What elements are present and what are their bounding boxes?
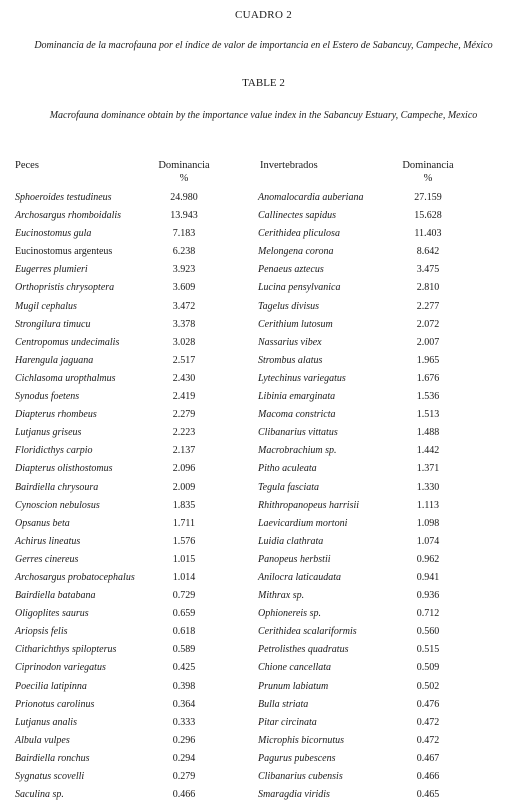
table-row [0,716,527,734]
invertebrate-dominance-value: 0.476 [416,698,440,710]
table-row [0,571,527,589]
table-row [0,680,527,698]
invertebrate-species-name: Libinia emarginata [258,391,336,403]
invertebrate-species-name: Callinectes sapidus [258,210,337,222]
fish-dominance-value: 1.711 [172,517,196,529]
fish-dominance-value: 0.618 [172,626,196,638]
invertebrate-species-name: Petrolisthes quadratus [258,644,349,656]
fish-species-name: Diapterus olisthostomus [15,463,113,475]
invertebrate-species-name: Luidia clathrata [258,535,324,547]
fish-species-name: Opsanus beta [15,517,70,529]
fish-dominance-value: 0.398 [172,680,196,692]
fish-species-name: Archosargus probatocephalus [15,571,135,583]
fish-species-name: Lutjanus analis [15,716,77,728]
table-row [0,643,527,661]
fish-species-name: Sphoeroides testudineus [15,192,112,203]
table-row [0,481,527,499]
fish-dominance-value: 3.028 [172,336,196,348]
fish-dominance-value: 0.279 [172,771,196,782]
fish-dominance-value: 2.419 [172,391,196,403]
fish-species-name: Mugil cephalus [15,300,77,312]
invertebrate-species-name: Laevicardium mortoni [258,517,348,529]
invertebrate-dominance-value: 1.371 [416,463,440,475]
table-row [0,770,527,788]
fish-dominance-value: 2.096 [172,463,196,475]
fish-dominance-value: 2.279 [172,409,196,421]
fish-species-name: Poecilia latipinna [15,680,87,692]
fish-dominance-value: 0.425 [172,662,196,674]
invertebrate-dominance-value: 0.502 [416,680,440,692]
invertebrate-species-name: Macoma constricta [258,409,336,421]
fish-species-name: Harengula jaguana [15,354,94,366]
fish-species-name: Orthopristis chrysoptera [15,282,115,294]
fish-species-name: Oligoplites saurus [15,608,89,620]
table-row [0,426,527,444]
invertebrate-dominance-value: 2.072 [416,318,440,330]
fish-species-name: Diapterus rhombeus [15,409,97,421]
invertebrate-dominance-value: 1.536 [416,391,440,403]
fish-dominance-value: 2.137 [172,445,196,457]
table-row [0,354,527,372]
fish-species-name: Prionotus carolinus [15,698,95,710]
table-row [0,734,527,752]
invertebrate-dominance-value: 27.159 [414,192,442,203]
table-row [0,408,527,426]
fish-species-name: Bairdiella chrysoura [15,481,99,493]
fish-species-name: Bairdiella batabana [15,590,96,602]
invertebrate-species-name: Ophionereis sp. [258,608,321,620]
fish-dominance-value: 1.014 [172,571,196,583]
fish-dominance-value: 2.223 [172,427,196,439]
invertebrate-dominance-value: 2.007 [416,336,440,348]
invertebrate-species-name: Pitar circinata [258,716,317,728]
invertebrate-dominance-value: 0.712 [416,608,440,620]
fish-dominance-value: 0.729 [172,590,196,602]
invertebrate-dominance-value: 0.472 [416,716,440,728]
fish-dominance-value: 0.296 [172,734,196,746]
invertebrate-dominance-value: 1.442 [416,445,440,457]
invertebrate-dominance-value: 1.513 [416,409,440,421]
table-row [0,318,527,336]
invertebrate-species-name: Cerithium lutosum [258,318,333,330]
fish-species-name: Lutjanus griseus [15,427,82,439]
table-row [0,589,527,607]
invertebrate-species-name: Smaragdia viridis [258,789,330,801]
table-row [0,661,527,679]
fish-species-name: Archosargus rhomboidalis [15,210,122,222]
invertebrate-species-name: Strombus alatus [258,354,323,366]
invertebrate-species-name: Nassarius vibex [258,336,322,348]
fish-species-name: Albula vulpes [15,734,70,746]
invertebrate-species-name: Mithrax sp. [258,590,305,602]
invertebrate-dominance-value: 0.941 [416,571,440,583]
column-header-fish-dominance-label: Dominancia [158,160,210,171]
table-row [0,788,527,806]
table-row [0,553,527,571]
fish-species-name: Bairdiella ronchus [15,752,90,764]
table-row [0,462,527,480]
invertebrate-species-name: Lucina pensylvanica [258,282,341,294]
invertebrate-species-name: Bulla striata [258,698,309,710]
invertebrate-species-name: Melongena corona [258,246,334,258]
invertebrate-dominance-value: 0.560 [416,626,440,638]
column-header-invertebrates: Invertebrados [260,160,318,171]
fish-species-name: Eucinostomus gula [15,228,92,240]
invertebrate-species-name: Penaeus aztecus [258,264,324,276]
table-row [0,300,527,318]
invertebrate-dominance-value: 0.465 [416,789,440,801]
invertebrate-dominance-value: 2.277 [416,300,440,312]
fish-dominance-value: 24.980 [170,192,198,203]
table-row [0,517,527,535]
fish-dominance-value: 2.009 [172,481,196,493]
fish-species-name: Strongilura timucu [15,318,91,330]
fish-species-name: Cichlasoma uropthalmus [15,372,116,384]
table-row [0,607,527,625]
invertebrate-species-name: Pagurus pubescens [258,752,336,764]
table-row [0,209,527,227]
invertebrate-dominance-value: 15.628 [414,210,442,222]
invertebrate-species-name: Rhithropanopeus harrisii [258,499,360,511]
invertebrate-species-name: Tagelus divisus [258,300,320,312]
fish-species-name: Eugerres plumieri [15,264,88,276]
invertebrate-species-name: Tegula fasciata [258,481,320,493]
fish-dominance-value: 0.364 [172,698,196,710]
invertebrate-dominance-value: 0.472 [416,734,440,746]
invertebrate-dominance-value: 0.962 [416,553,440,565]
fish-species-name: Citharichthys spilopterus [15,644,117,656]
invertebrate-species-name: Panopeus herbstii [258,553,331,565]
column-header-invertebrate-dominance-unit: % [423,173,433,184]
fish-dominance-value: 0.333 [172,716,196,728]
table-caption-english: Macrofauna dominance obtain by the importance value index in the Sabancuy Estuary, Campeche, Mexico [49,110,478,121]
invertebrate-dominance-value: 0.466 [416,771,440,782]
invertebrate-dominance-value: 1.074 [416,535,440,547]
table-row [0,191,527,209]
fish-species-name: Ciprinodon variegatus [15,662,106,674]
invertebrate-dominance-value: 1.330 [416,481,440,493]
table-row [0,263,527,281]
column-header-fish-dominance [150,159,218,185]
fish-dominance-value: 7.183 [172,228,196,240]
fish-species-name: Achirus lineatus [15,535,81,547]
table-row [0,625,527,643]
invertebrate-dominance-value: 1.113 [416,499,440,511]
invertebrate-species-name: Cerithidea scalariformis [258,626,357,638]
table-row [0,444,527,462]
fish-species-name: Centropomus undecimalis [15,336,120,348]
fish-species-name: Synodus foetens [15,391,80,403]
fish-dominance-value: 3.923 [172,264,196,276]
invertebrate-dominance-value: 8.642 [416,246,440,258]
fish-species-name: Gerres cinereus [15,553,79,565]
fish-dominance-value: 0.466 [172,789,196,801]
fish-dominance-value: 13.943 [170,210,198,222]
fish-species-name: Floridicthys carpio [15,445,93,457]
table-heading-english: TABLE 2 [242,77,285,89]
invertebrate-dominance-value: 1.676 [416,372,440,384]
invertebrate-species-name: Lytechinus variegatus [258,372,346,384]
table-caption-spanish: Dominancia de la macrofauna por el índice de valor de importancia en el Estero de Sabancuy, Campeche, México [34,40,493,51]
fish-species-name: Cynoscion nebulosus [15,499,100,511]
column-header-invertebrate-dominance [394,159,462,185]
invertebrate-species-name: Chione cancellata [258,662,332,674]
invertebrate-species-name: Clibanarius cubensis [258,771,343,782]
column-header-invertebrate-dominance-label: Dominancia [402,160,454,171]
invertebrate-dominance-value: 11.403 [414,228,442,240]
table-row [0,499,527,517]
fish-dominance-value: 2.430 [172,372,196,384]
table-row [0,372,527,390]
table-row [0,281,527,299]
column-header-fish: Peces [15,160,39,171]
invertebrate-dominance-value: 1.488 [416,427,440,439]
table-heading-spanish: CUADRO 2 [234,9,293,21]
invertebrate-dominance-value: 0.515 [416,644,440,656]
fish-dominance-value: 0.294 [172,752,196,764]
invertebrate-dominance-value: 1.965 [416,354,440,366]
fish-dominance-value: 3.472 [172,300,196,312]
invertebrate-species-name: Anilocra laticaudata [258,571,342,583]
column-header-fish-dominance-unit: % [179,173,189,184]
invertebrate-dominance-value: 3.475 [416,264,440,276]
invertebrate-species-name: Clibanarius vittatus [258,427,338,439]
invertebrate-dominance-value: 2.810 [416,282,440,294]
table-row [0,698,527,716]
invertebrate-dominance-value: 0.936 [416,590,440,602]
fish-dominance-value: 3.378 [172,318,196,330]
fish-species-name: Eucinostomus argenteus [15,246,113,258]
fish-dominance-value: 3.609 [172,282,196,294]
table-row [0,336,527,354]
fish-dominance-value: 1.835 [172,499,196,511]
table-row [0,535,527,553]
invertebrate-dominance-value: 1.098 [416,517,440,529]
table-row [0,227,527,245]
fish-species-name: Sygnatus scovelli [15,771,85,782]
invertebrate-species-name: Macrobrachium sp. [258,445,337,457]
fish-dominance-value: 6.238 [172,246,196,258]
invertebrate-species-name: Microphis bicornutus [258,734,345,746]
table-row [0,245,527,263]
invertebrate-dominance-value: 0.509 [416,662,440,674]
table-row [0,390,527,408]
fish-dominance-value: 0.659 [172,608,196,620]
fish-dominance-value: 1.015 [172,553,196,565]
fish-dominance-value: 1.576 [172,535,196,547]
invertebrate-dominance-value: 0.467 [416,752,440,764]
table-row [0,752,527,770]
fish-species-name: Ariopsis felis [15,626,68,638]
invertebrate-species-name: Anomalocardia auberiana [258,192,364,203]
fish-species-name: Saculina sp. [15,789,64,801]
invertebrate-species-name: Prunum labiatum [258,680,329,692]
fish-dominance-value: 2.517 [172,354,196,366]
invertebrate-species-name: Pitho aculeata [258,463,317,475]
fish-dominance-value: 0.589 [172,644,196,656]
table-body [0,191,527,806]
invertebrate-species-name: Cerithidea pliculosa [258,228,340,240]
